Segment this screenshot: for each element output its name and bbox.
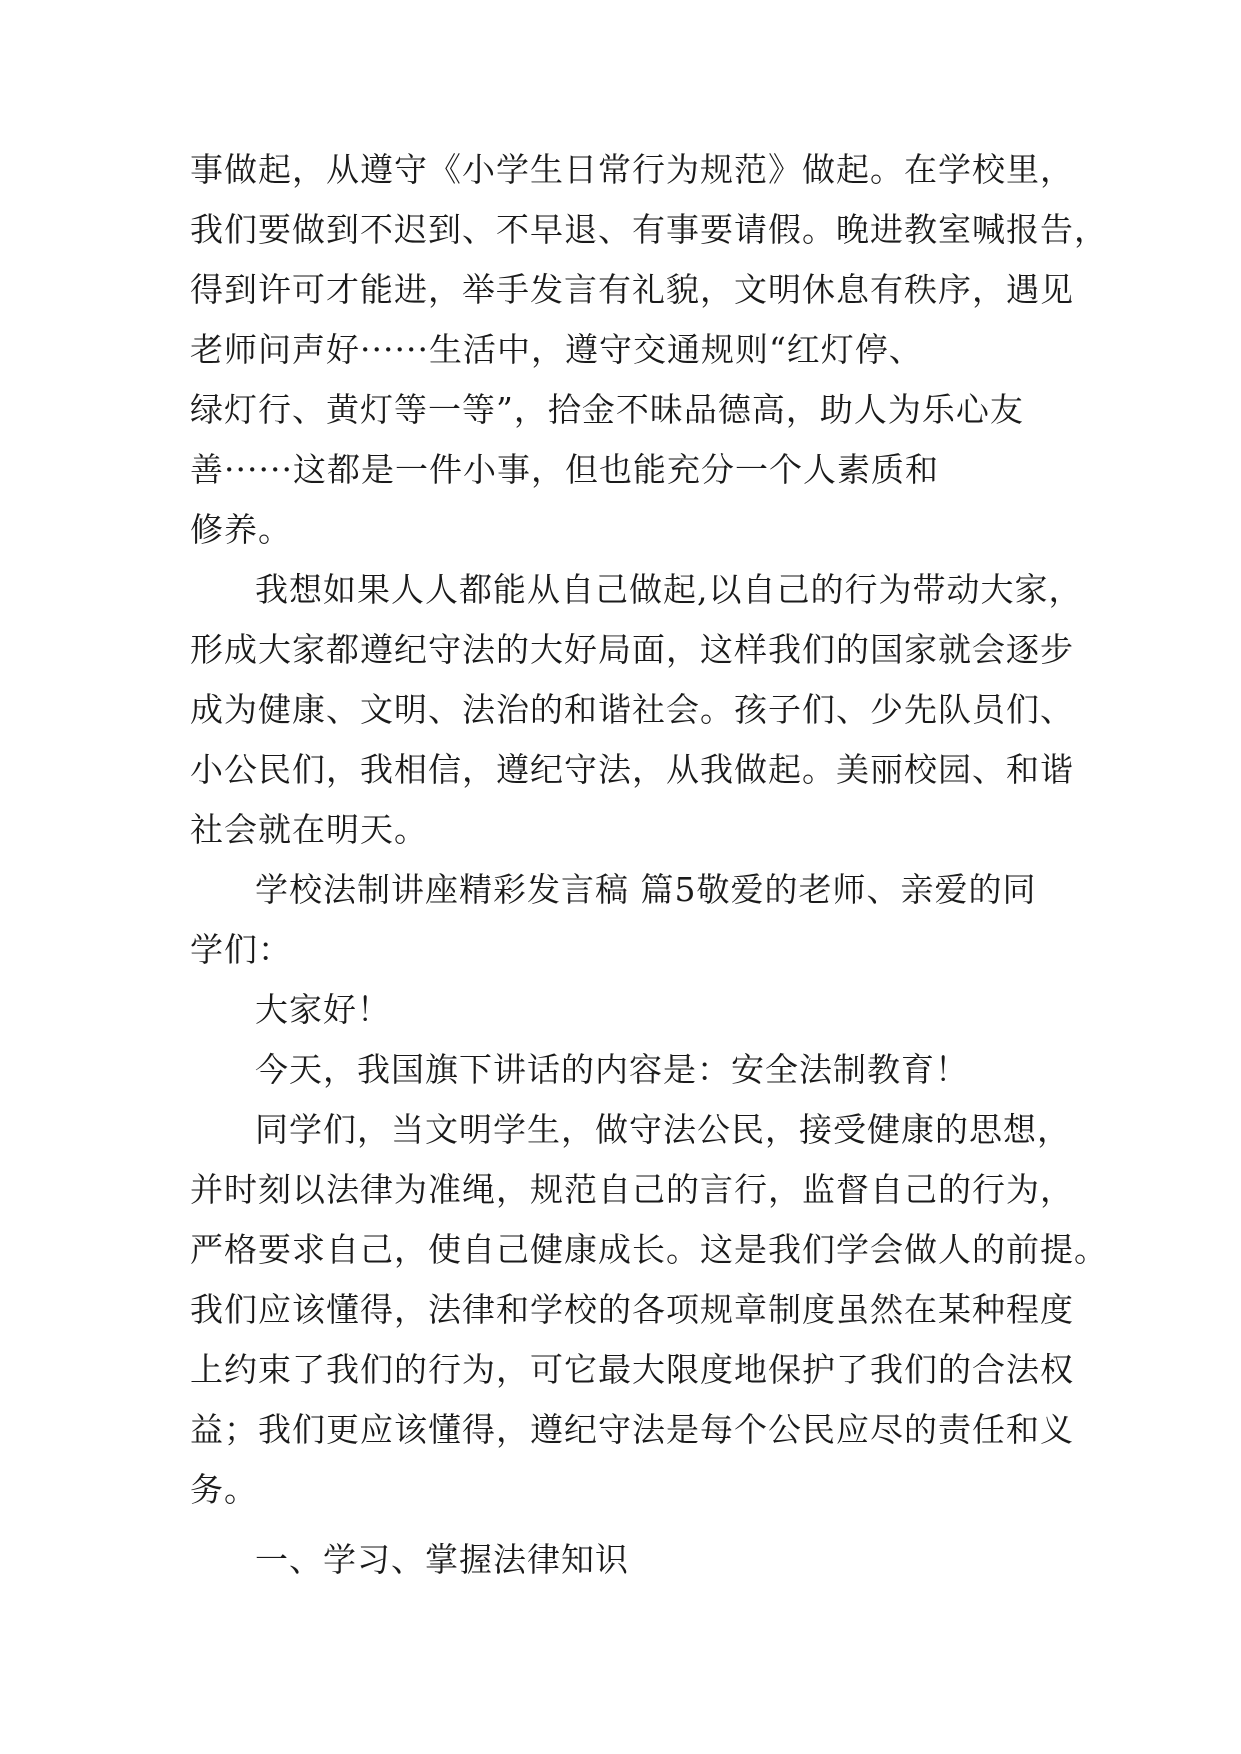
text-line: 社会就在明天。	[190, 810, 428, 849]
text-line: 小公民们，我相信，遵纪守法，从我做起。美丽校园、和谐	[190, 750, 1074, 789]
text-line: 得到许可才能进，举手发言有礼貌，文明休息有秩序，遇见	[190, 270, 1074, 309]
text-line: 我们要做到不迟到、不早退、有事要请假。晚进教室喊报告，	[190, 210, 1108, 249]
text-line: 并时刻以法律为准绳，规范自己的言行，监督自己的行为，	[190, 1170, 1074, 1209]
text-line: 形成大家都遵纪守法的大好局面，这样我们的国家就会逐步	[190, 630, 1074, 669]
text-line: 务。	[190, 1470, 258, 1509]
text-line: 学们：	[190, 930, 292, 969]
paragraph-first-line: 我想如果人人都能从自己做起,以自己的行为带动大家，	[255, 570, 1083, 609]
text-line: 上约束了我们的行为，可它最大限度地保护了我们的合法权	[190, 1350, 1074, 1389]
paragraph-first-line: 同学们，当文明学生，做守法公民，接受健康的思想，	[255, 1110, 1071, 1149]
text-line: 我们应该懂得，法律和学校的各项规章制度虽然在某种程度	[190, 1290, 1074, 1329]
text-line: 老师问声好······生活中，遵守交通规则“红灯停、	[190, 330, 923, 369]
text-line: 成为健康、文明、法治的和谐社会。孩子们、少先队员们、	[190, 690, 1074, 729]
subheading-line: 一、学习、掌握法律知识	[255, 1540, 629, 1579]
text-line: 事做起，从遵守《小学生日常行为规范》做起。在学校里，	[190, 150, 1074, 189]
text-line: 善······这都是一件小事，但也能充分一个人素质和	[190, 450, 939, 489]
section-heading-line: 学校法制讲座精彩发言稿 篇5敬爱的老师、亲爱的同	[255, 870, 1037, 909]
text-line: 益；我们更应该懂得，遵纪守法是每个公民应尽的责任和义	[190, 1410, 1074, 1449]
text-line: 修养。	[190, 510, 292, 549]
text-line: 严格要求自己，使自己健康成长。这是我们学会做人的前提。	[190, 1230, 1108, 1269]
greeting-line: 大家好！	[255, 990, 391, 1029]
paragraph-first-line: 今天，我国旗下讲话的内容是：安全法制教育！	[255, 1050, 969, 1089]
text-line: 绿灯行、黄灯等一等”，拾金不昧品德高，助人为乐心友	[190, 390, 1024, 429]
